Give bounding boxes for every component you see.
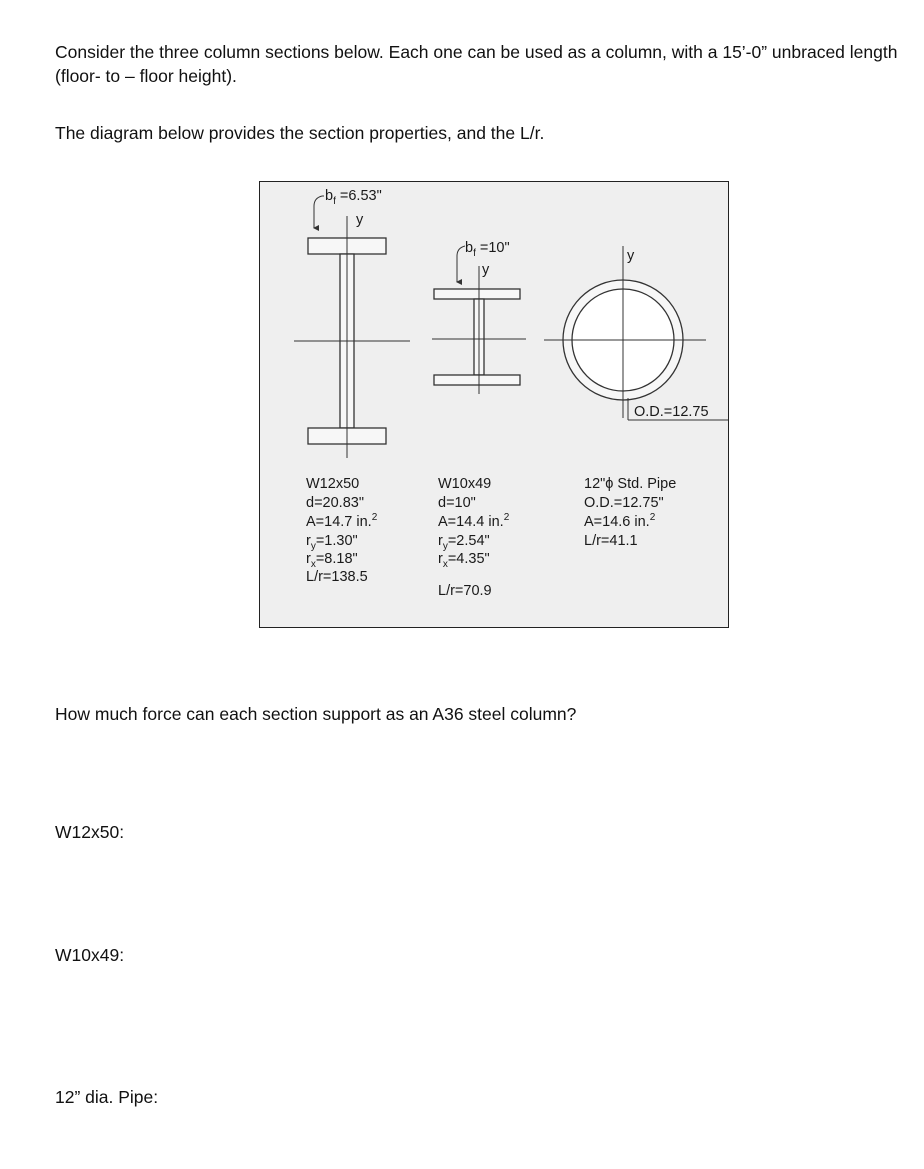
w10-properties — [438, 476, 510, 599]
w12-area: A=14.7 in.$^2$ — [306, 512, 378, 530]
w10-area: A=14.4 in.$^2$ — [438, 512, 510, 530]
w10-axis-y-label: y — [482, 262, 490, 278]
pipe-properties — [584, 476, 676, 549]
intro-paragraph-1: Consider the three column sections below. Each one can be used as a column, with a 15’-0” unbraced length (floor- to – floor height). — [55, 42, 898, 86]
answer-label-w10x49: W10x49: — [55, 945, 125, 965]
question-text: How much force can each section support as an A36 steel column? — [55, 704, 577, 724]
pipe-shape — [544, 246, 729, 420]
w10-depth: d=10" — [438, 495, 476, 511]
column-sections-figure — [259, 181, 729, 628]
w10x49-shape — [432, 266, 526, 394]
pipe-od: O.D.=12.75" — [584, 495, 664, 511]
pipe-od-dimension: O.D.=12.75 — [634, 404, 709, 420]
intro-paragraph-2: The diagram below provides the section properties, and the L/r. — [55, 123, 545, 143]
w10-rx: $r_x=4.35$" — [438, 551, 490, 570]
w12x50-shape — [294, 216, 410, 458]
w10-bf-arrow — [457, 246, 465, 282]
w10-bf-label: $b_f =10$" — [465, 240, 510, 259]
pipe-slenderness: L/r=41.1 — [584, 533, 638, 549]
pipe-axis-y-label: y — [627, 248, 635, 264]
w12-axis-y-label: y — [356, 212, 364, 228]
w10-name: W10x49 — [438, 476, 492, 492]
w10-slenderness: L/r=70.9 — [438, 583, 492, 599]
pipe-area: A=14.6 in.$^2$ — [584, 512, 656, 530]
w12-name: W12x50 — [306, 476, 360, 492]
sections-diagram — [260, 182, 729, 628]
w12-bf-label: $b_f =6.53$" — [325, 188, 382, 207]
w12-properties — [306, 476, 378, 585]
w12-slenderness: L/r=138.5 — [306, 569, 368, 585]
w12-rx: $r_x=8.18$" — [306, 551, 358, 570]
w12-ry: $r_y=1.30$" — [306, 533, 358, 552]
w10-ry: $r_y=2.54$" — [438, 533, 490, 552]
answer-label-w12x50: W12x50: — [55, 822, 125, 842]
answer-label-pipe: 12” dia. Pipe: — [55, 1087, 159, 1107]
w12-bf-arrow — [314, 196, 322, 228]
pipe-name: 12"ϕ Std. Pipe — [584, 476, 677, 492]
w12-depth: d=20.83" — [306, 495, 364, 511]
